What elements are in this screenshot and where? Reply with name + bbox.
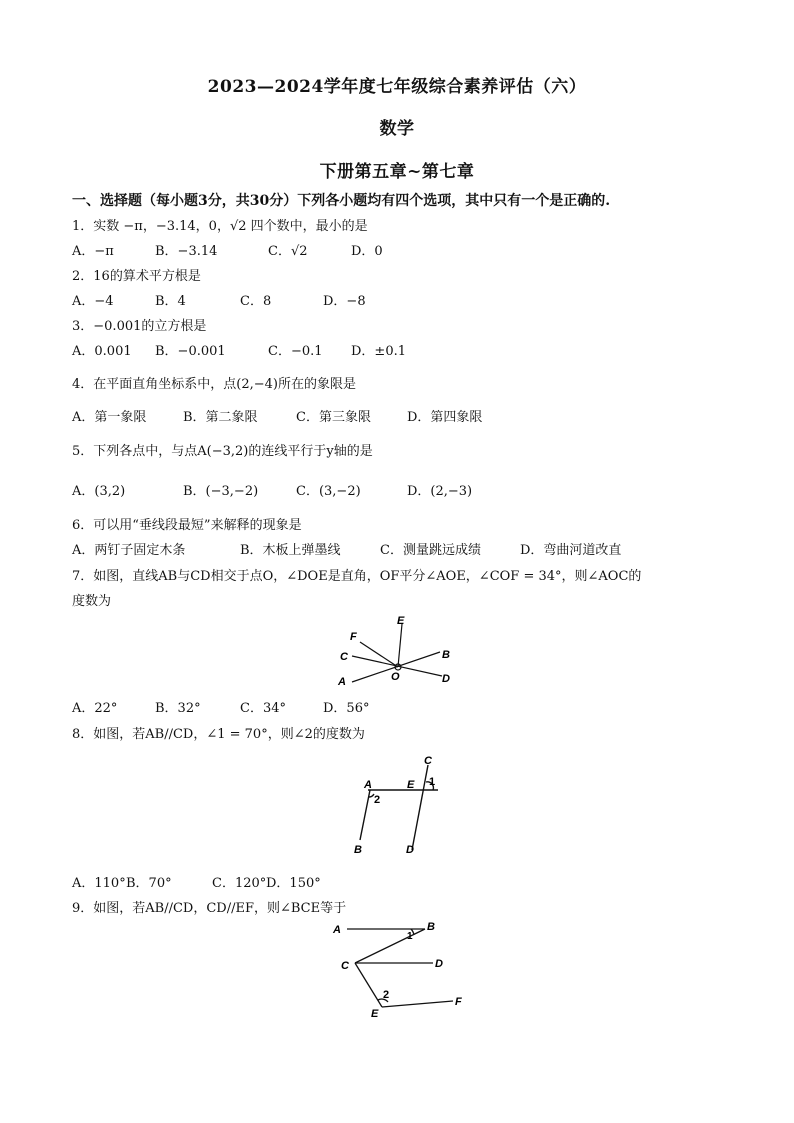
figure-7 bbox=[330, 612, 460, 692]
question-8-option-c: C．120° bbox=[212, 876, 267, 891]
question-7-option-c: C．34° bbox=[240, 701, 286, 716]
line-ef bbox=[382, 1001, 453, 1007]
question-5-option-c: C．(3,−2) bbox=[296, 484, 361, 499]
label-f: F bbox=[455, 996, 462, 1008]
question-1-option-b: B．−3.14 bbox=[155, 244, 218, 259]
question-7-stem: 7．如图，直线AB与CD相交于点O，∠DOE是直角，OF平分∠AOE，∠COF = 34°，则∠AOC的 bbox=[72, 569, 642, 584]
label-angle-1: 1 bbox=[407, 931, 413, 942]
ray-oe bbox=[398, 624, 402, 667]
label-e: E bbox=[371, 1008, 379, 1020]
question-4-option-c: C．第三象限 bbox=[296, 410, 371, 425]
question-1-stem: 1．实数 −π，−3.14，0，√2 四个数中，最小的是 bbox=[72, 219, 368, 234]
question-3-option-c: C．−0.1 bbox=[268, 344, 323, 359]
label-e: E bbox=[397, 615, 405, 627]
question-1-option-d: D．0 bbox=[351, 244, 383, 259]
line-cd-segment bbox=[412, 765, 428, 850]
question-2-stem: 2．16的算术平方根是 bbox=[72, 269, 201, 284]
question-4-option-b: B．第二象限 bbox=[183, 410, 258, 425]
label-c: C bbox=[424, 755, 432, 767]
label-a: A bbox=[333, 924, 341, 936]
question-8-option-a: A．110° bbox=[72, 876, 126, 891]
label-d: D bbox=[442, 673, 450, 685]
scope-title: 下册第五章~第七章 bbox=[319, 162, 475, 182]
question-5-option-d: D．(2,−3) bbox=[407, 484, 473, 499]
question-4-stem: 4．在平面直角坐标系中，点(2,−4)所在的象限是 bbox=[72, 377, 356, 392]
question-6-option-a: A．两钉子固定木条 bbox=[72, 543, 186, 558]
question-7-option-a: A．22° bbox=[72, 701, 118, 716]
question-6-option-d: D．弯曲河道改直 bbox=[520, 543, 622, 558]
label-f: F bbox=[350, 631, 357, 643]
label-b: B bbox=[442, 649, 450, 661]
question-2-option-d: D．−8 bbox=[323, 294, 366, 309]
question-8-option-d: D．150° bbox=[266, 876, 321, 891]
question-3-option-d: D．±0.1 bbox=[351, 344, 406, 359]
question-2-option-b: B．4 bbox=[155, 294, 186, 309]
label-e: E bbox=[407, 779, 415, 791]
label-o: O bbox=[391, 671, 400, 683]
question-8-option-b: B．70° bbox=[126, 876, 172, 891]
question-1-option-a: A．−π bbox=[72, 244, 114, 259]
section-heading: 一、选择题（每小题3分，共30分）下列各小题均有四个选项，其中只有一个是正确的. bbox=[72, 193, 611, 209]
label-b: B bbox=[354, 844, 362, 856]
question-5-stem: 5．下列各点中，与点A(−3,2)的连线平行于y轴的是 bbox=[72, 444, 373, 459]
label-angle-2: 2 bbox=[383, 989, 390, 1001]
label-c: C bbox=[341, 960, 349, 972]
label-angle-2: 2 bbox=[374, 794, 381, 806]
label-a: A bbox=[338, 676, 346, 688]
label-d: D bbox=[406, 844, 414, 856]
question-9-stem: 9．如图，若AB//CD，CD//EF，则∠BCE等于 bbox=[72, 901, 347, 916]
question-6-stem: 6．可以用“垂线段最短”来解释的现象是 bbox=[72, 518, 302, 533]
question-5-option-b: B．(−3,−2) bbox=[183, 484, 259, 499]
label-b: B bbox=[427, 921, 435, 933]
question-3-stem: 3．−0.001的立方根是 bbox=[72, 319, 207, 334]
ray-of bbox=[360, 642, 398, 667]
label-a: A bbox=[364, 779, 372, 791]
line-ab-segment bbox=[360, 790, 370, 840]
question-3-option-a: A．0.001 bbox=[72, 344, 132, 359]
question-6-option-b: B．木板上弹墨线 bbox=[240, 543, 341, 558]
question-2-option-c: C．8 bbox=[240, 294, 272, 309]
figure-9 bbox=[325, 915, 475, 1020]
label-c: C bbox=[340, 651, 348, 663]
label-angle-1: 1 bbox=[429, 776, 436, 788]
question-7-option-b: B．32° bbox=[155, 701, 201, 716]
question-2-option-a: A．−4 bbox=[72, 294, 114, 309]
question-8-stem: 8．如图，若AB//CD，∠1 = 70°，则∠2的度数为 bbox=[72, 727, 365, 742]
line-bc bbox=[355, 929, 425, 963]
page-title: 2023—2024学年度七年级综合素养评估（六） bbox=[207, 77, 587, 97]
question-6-option-c: C．测量跳远成绩 bbox=[380, 543, 481, 558]
question-7-stem-continued: 度数为 bbox=[72, 594, 112, 609]
subject-title: 数学 bbox=[379, 119, 415, 139]
question-3-option-b: B．−0.001 bbox=[155, 344, 226, 359]
figure-8 bbox=[340, 750, 450, 860]
question-1-option-c: C．√2 bbox=[268, 244, 308, 259]
line-ce bbox=[355, 963, 382, 1007]
question-4-option-d: D．第四象限 bbox=[407, 410, 483, 425]
question-7-option-d: D．56° bbox=[323, 701, 370, 716]
question-4-option-a: A．第一象限 bbox=[72, 410, 147, 425]
question-5-option-a: A．(3,2) bbox=[72, 484, 126, 499]
label-d: D bbox=[435, 958, 443, 970]
